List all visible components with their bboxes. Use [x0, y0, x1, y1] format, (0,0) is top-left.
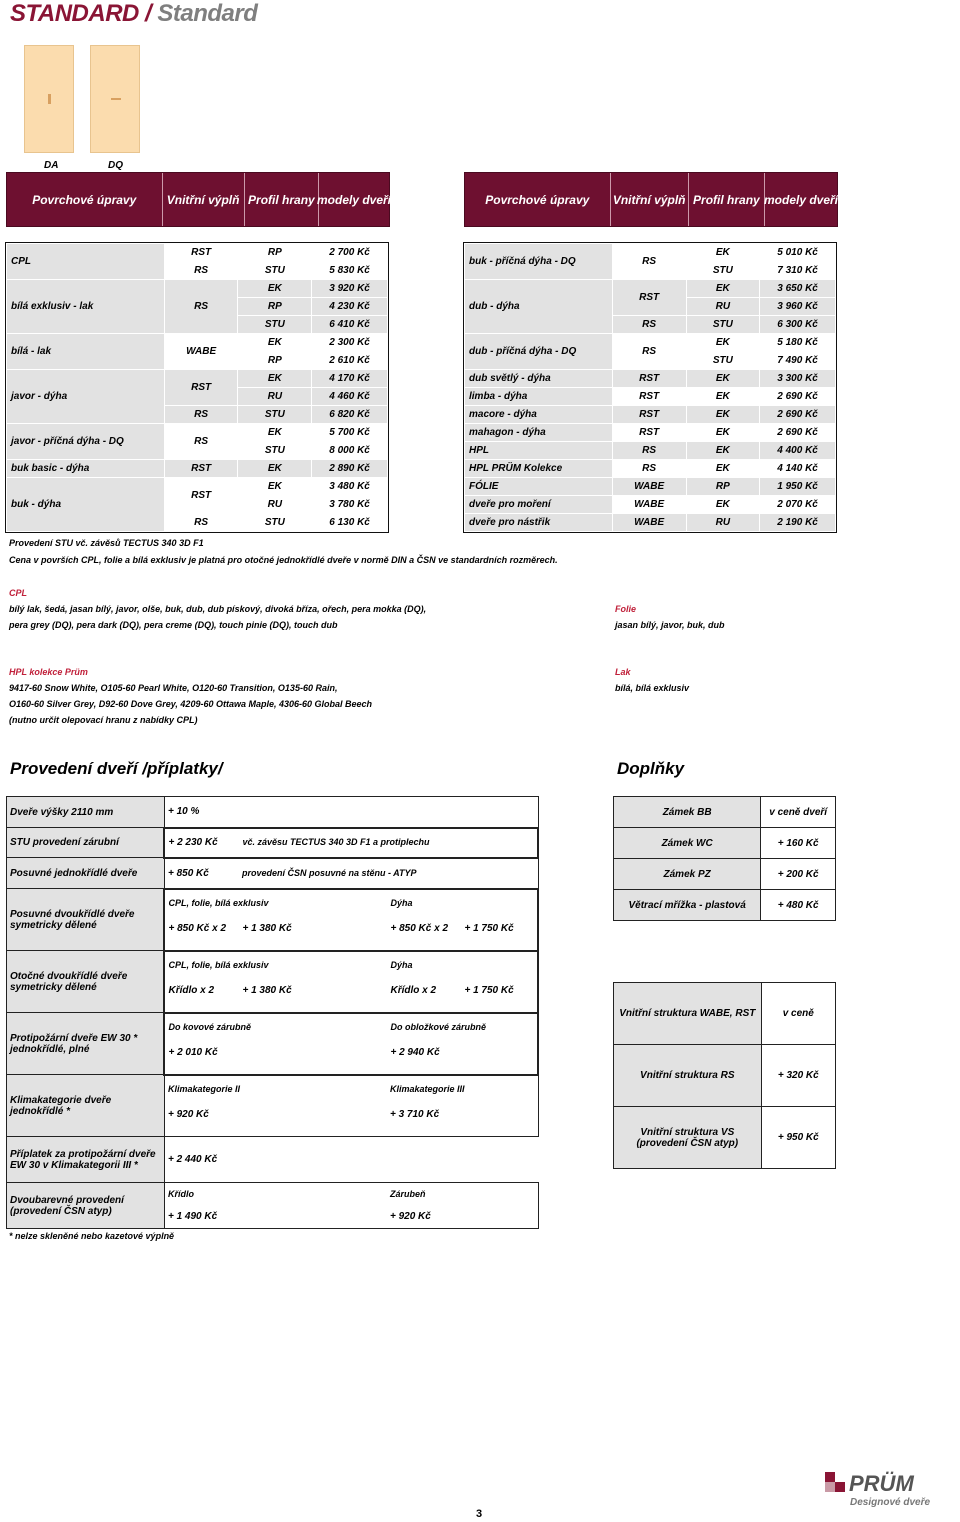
table-row: [7, 951, 539, 1013]
table-row: [7, 1075, 539, 1137]
table-cell: STU: [238, 442, 312, 460]
table-row: [7, 334, 388, 352]
table-cell: 6 820 Kč: [312, 406, 388, 424]
cpl-colors-line1: bílý lak, šedá, jasan bílý, javor, olše, buk, dub, dub pískový, divoká bříza, ořech, pera mokka (DQ),: [9, 604, 427, 614]
table-cell: RST: [612, 388, 686, 406]
hpl-colors-line2: O160-60 Silver Grey, D92-60 Dove Grey, 4209-60 Ottawa Maple, 4306-60 Global Beech: [9, 699, 373, 709]
header-models: modely dveří: [763, 192, 839, 207]
table-cell: RST: [612, 424, 686, 442]
surface-cell: buk basic - dýha: [7, 460, 165, 478]
table-row: [465, 478, 836, 496]
table-cell: Protipožární dveře EW 30 * jednokřídlé, plné: [7, 1013, 165, 1075]
table-cell: dveře pro moření: [465, 496, 613, 514]
table-cell: EK: [686, 406, 760, 424]
table-cell: Vnitřní struktura RS: [614, 1045, 762, 1107]
table-cell: 2 070 Kč: [760, 496, 836, 514]
table-row: [465, 406, 836, 424]
table-cell: Zámek BB: [614, 797, 761, 828]
table-cell: Posuvné dvoukřídlé dveře symetricky dělené: [7, 889, 165, 951]
table-cell: Vnitřní struktura WABE, RST: [614, 983, 762, 1045]
table-cell: RS: [612, 460, 686, 478]
folie-heading: Folie: [615, 604, 637, 614]
table-cell: + 850 Kč provedení ČSN posuvné na stěnu - ATYP: [164, 858, 538, 889]
table-row: [614, 1107, 836, 1169]
table-cell: 2 690 Kč: [760, 424, 836, 442]
table-cell: EK: [686, 244, 760, 262]
table-cell: RST: [612, 370, 686, 388]
surface-cell: dub - příčná dýha - DQ: [465, 334, 613, 370]
table-cell: RS: [612, 244, 686, 280]
table-cell: 4 460 Kč: [312, 388, 388, 406]
table-cell: 2 190 Kč: [760, 514, 836, 532]
table-cell: 7 490 Kč: [760, 352, 836, 370]
table-cell: dveře pro nástřik: [465, 514, 613, 532]
table-cell: + 160 Kč: [761, 828, 836, 859]
table-cell: RST: [164, 370, 238, 406]
note-price: Cena v površích CPL, folie a bílá exklusiv je platná pro otočné jednokřídlé dveře v normě DIN a ČSN ve standardních rozměrech.: [9, 555, 558, 565]
table-cell: WABE: [612, 514, 686, 532]
table-cell: 2 690 Kč: [760, 406, 836, 424]
lak-colors: bílá, bílá exklusiv: [615, 683, 690, 693]
table-cell: EK: [686, 280, 760, 298]
table-cell: macore - dýha: [465, 406, 613, 424]
folie-colors: jasan bílý, javor, buk, dub: [615, 620, 725, 630]
table-cell: CPL, folie, bílá exklusiv Dýha Křídlo x 2 + 1 380 Kč Křídlo x 2 + 1 750 Kč: [164, 951, 538, 1013]
table-cell: HPL PRÜM Kolekce: [465, 460, 613, 478]
price-table-right: [464, 243, 836, 532]
table-cell: STU: [686, 352, 760, 370]
table-row: [7, 1137, 539, 1183]
table-cell: EK: [686, 460, 760, 478]
table-row: [7, 858, 539, 889]
table-cell: 3 300 Kč: [760, 370, 836, 388]
table-cell: STU: [238, 316, 312, 334]
title-main: STANDARD /: [10, 0, 152, 27]
addons-heading: Doplňky: [617, 759, 685, 778]
table-cell: RS: [164, 406, 238, 424]
table-row: [7, 1013, 539, 1075]
table-cell: mahagon - dýha: [465, 424, 613, 442]
table-cell: RU: [238, 496, 312, 514]
hpl-colors-line3: (nutno určit olepovací hranu z nabídky CPL): [9, 715, 198, 725]
table-cell: WABE: [612, 496, 686, 514]
table-cell: RST: [164, 478, 238, 514]
table-cell: RST: [164, 244, 238, 262]
title-sub: Standard: [157, 0, 258, 27]
table-row: [465, 424, 836, 442]
table-cell: 5 700 Kč: [312, 424, 388, 442]
table-cell: v ceně: [761, 983, 835, 1045]
table-cell: STU: [238, 514, 312, 532]
table-cell: 3 960 Kč: [760, 298, 836, 316]
table-cell: STU: [686, 316, 760, 334]
table-cell: Vnitřní struktura VS (provedení ČSN atyp): [614, 1107, 762, 1169]
table-cell: RU: [238, 388, 312, 406]
table-row: [7, 370, 388, 388]
table-cell: 6 410 Kč: [312, 316, 388, 334]
table-cell: dub světlý - dýha: [465, 370, 613, 388]
table-cell: CPL, folie, bílá exklusiv Dýha + 850 Kč x 2 + 1 380 Kč + 850 Kč x 2 + 1 750 Kč: [164, 889, 538, 951]
table-cell: 5 010 Kč: [760, 244, 836, 262]
table-cell: v ceně dveří: [761, 797, 836, 828]
table-row: [7, 460, 388, 478]
table-row: [7, 1183, 539, 1229]
door-dq-image: [90, 45, 140, 153]
table-row: [465, 460, 836, 478]
table-row: [7, 478, 388, 496]
header-surface: Povrchové úpravy: [465, 173, 611, 226]
table-cell: RS: [164, 514, 238, 532]
table-cell: STU: [238, 406, 312, 424]
table-cell: + 480 Kč: [761, 890, 836, 921]
table-cell: 8 000 Kč: [312, 442, 388, 460]
table-row: [614, 1045, 836, 1107]
table-cell: EK: [238, 370, 312, 388]
table-row: [465, 280, 836, 298]
table-cell: 2 890 Kč: [312, 460, 388, 478]
table-row: [465, 514, 836, 532]
table-cell: 4 140 Kč: [760, 460, 836, 478]
table-cell: RS: [612, 316, 686, 334]
table-row: [7, 797, 539, 828]
table-cell: 1 950 Kč: [760, 478, 836, 496]
table-cell: Klimakategorie dveře jednokřídlé *: [7, 1075, 165, 1137]
table-cell: RP: [238, 352, 312, 370]
surface-cell: bílá - lak: [7, 334, 165, 370]
extras-heading: Provedení dveří /příplatky/: [10, 759, 223, 778]
extras-footnote: * nelze skleněné nebo kazetové výplně: [9, 1231, 175, 1241]
table-cell: 2 610 Kč: [312, 352, 388, 370]
table-cell: EK: [686, 442, 760, 460]
table-cell: 4 230 Kč: [312, 298, 388, 316]
surface-cell: bílá exklusiv - lak: [7, 280, 165, 334]
table-cell: STU provedení zárubní: [7, 828, 165, 858]
header-filling: Vnitřní výplň: [163, 173, 245, 226]
header-filling: Vnitřní výplň: [611, 173, 689, 226]
table-cell: RS: [612, 334, 686, 370]
table-cell: RST: [164, 460, 238, 478]
table-cell: 6 300 Kč: [760, 316, 836, 334]
table-cell: RS: [612, 442, 686, 460]
table-cell: 3 480 Kč: [312, 478, 388, 496]
table-cell: STU: [238, 262, 312, 280]
table-cell: RP: [686, 478, 760, 496]
table-row: [614, 859, 836, 890]
surface-cell: dub - dýha: [465, 280, 613, 334]
table-cell: EK: [686, 388, 760, 406]
header-edge: Profil hrany: [689, 173, 765, 226]
table-cell: EK: [686, 424, 760, 442]
table-row: [614, 797, 836, 828]
table-row: [7, 244, 388, 262]
header-edge: Profil hrany: [245, 173, 319, 226]
table-cell: Zámek PZ: [614, 859, 761, 890]
page-title: [10, 0, 257, 28]
table-cell: RST: [612, 280, 686, 316]
table-row: [614, 983, 836, 1045]
table-row: [7, 889, 539, 951]
table-cell: EK: [686, 370, 760, 388]
prum-logo: [823, 1470, 953, 1510]
surface-cell: buk - dýha: [7, 478, 165, 532]
surface-cell: javor - příčná dýha - DQ: [7, 424, 165, 460]
table-cell: + 200 Kč: [761, 859, 836, 890]
table-row: [465, 442, 836, 460]
hpl-heading: HPL kolekce Prüm: [9, 667, 88, 677]
table-cell: RU: [686, 298, 760, 316]
addons-table-locks: [613, 796, 836, 921]
table-cell: limba - dýha: [465, 388, 613, 406]
table-row: [614, 828, 836, 859]
door-label-da: DA: [44, 160, 59, 171]
table-cell: EK: [238, 478, 312, 496]
lak-heading: Lak: [615, 667, 631, 677]
table-row: [465, 496, 836, 514]
table-row: [465, 334, 836, 352]
table-cell: 5 180 Kč: [760, 334, 836, 352]
table-cell: EK: [238, 460, 312, 478]
table-cell: HPL: [465, 442, 613, 460]
table-cell: EK: [238, 280, 312, 298]
cpl-colors-line2: pera grey (DQ), pera dark (DQ), pera creme (DQ), touch pinie (DQ), touch dub: [9, 620, 338, 630]
cpl-heading: CPL: [9, 588, 27, 598]
table-cell: EK: [686, 496, 760, 514]
header-models: modely dveří: [316, 192, 392, 207]
table-cell: RS: [164, 262, 238, 280]
table-row: [465, 388, 836, 406]
table-cell: Otočné dvoukřídlé dveře symetricky dělené: [7, 951, 165, 1013]
surface-cell: CPL: [7, 244, 165, 280]
logo-tagline: Designové dveře: [850, 1497, 931, 1508]
table-cell: 4 170 Kč: [312, 370, 388, 388]
table-cell: + 2 440 Kč: [164, 1137, 538, 1183]
table-cell: Příplatek za protipožární dveře EW 30 v Klimakategorii III *: [7, 1137, 165, 1183]
table-header-left: [6, 172, 390, 227]
table-cell: 5 830 Kč: [312, 262, 388, 280]
table-cell: Do kovové zárubně Do obložkové zárubně + 2 010 Kč + 2 940 Kč: [164, 1013, 538, 1075]
price-table-left: [6, 243, 388, 532]
table-cell: RS: [164, 424, 238, 460]
table-cell: EK: [686, 334, 760, 352]
door-label-dq: DQ: [108, 160, 123, 171]
table-cell: STU: [686, 262, 760, 280]
surface-cell: buk - příčná dýha - DQ: [465, 244, 613, 280]
table-cell: 2 700 Kč: [312, 244, 388, 262]
table-cell: Větrací mřížka - plastová: [614, 890, 761, 921]
addons-table-structure: [613, 982, 836, 1169]
table-cell: + 950 Kč: [761, 1107, 835, 1169]
table-cell: + 10 %: [164, 797, 538, 828]
table-cell: + 2 230 Kč vč. závěsu TECTUS 340 3D F1 a protiplechu: [164, 828, 538, 858]
table-cell: + 320 Kč: [761, 1045, 835, 1107]
table-row: [7, 424, 388, 442]
hpl-colors-line1: 9417-60 Snow White, O105-60 Pearl White, O120-60 Transition, O135-60 Rain,: [9, 683, 338, 693]
table-cell: Klimakategorie II Klimakategorie III + 920 Kč + 3 710 Kč: [164, 1075, 538, 1137]
table-cell: 3 920 Kč: [312, 280, 388, 298]
table-cell: Zámek WC: [614, 828, 761, 859]
table-cell: 3 780 Kč: [312, 496, 388, 514]
surface-cell: javor - dýha: [7, 370, 165, 424]
table-cell: 4 400 Kč: [760, 442, 836, 460]
table-row: [614, 890, 836, 921]
table-cell: 6 130 Kč: [312, 514, 388, 532]
table-cell: RP: [238, 298, 312, 316]
table-cell: Křídlo Zárubeň + 1 490 Kč + 920 Kč: [164, 1183, 538, 1229]
table-cell: Dvoubarevné provedení (provedení ČSN atyp): [7, 1183, 165, 1229]
table-cell: WABE: [612, 478, 686, 496]
table-row: [465, 370, 836, 388]
table-cell: EK: [238, 424, 312, 442]
table-cell: Posuvné jednokřídlé dveře: [7, 858, 165, 889]
table-row: [465, 244, 836, 262]
page-number: 3: [476, 1508, 483, 1520]
table-cell: RU: [686, 514, 760, 532]
extras-table: [6, 796, 539, 1229]
table-row: [7, 280, 388, 298]
table-row: [7, 828, 539, 858]
logo-name: PRÜM: [849, 1471, 914, 1496]
door-da-image: [24, 45, 74, 153]
table-cell: RS: [164, 280, 238, 334]
table-cell: RP: [238, 244, 312, 262]
table-header-right: [464, 172, 838, 227]
table-cell: Dveře výšky 2110 mm: [7, 797, 165, 828]
table-cell: EK: [238, 334, 312, 352]
table-cell: 2 690 Kč: [760, 388, 836, 406]
note-stu: Provedení STU vč. závěsů TECTUS 340 3D F1: [9, 538, 204, 548]
table-cell: FÓLIE: [465, 478, 613, 496]
table-cell: 3 650 Kč: [760, 280, 836, 298]
table-cell: 2 300 Kč: [312, 334, 388, 352]
table-cell: WABE: [164, 334, 238, 370]
header-surface: Povrchové úpravy: [7, 173, 163, 226]
table-cell: 7 310 Kč: [760, 262, 836, 280]
table-cell: RST: [612, 406, 686, 424]
